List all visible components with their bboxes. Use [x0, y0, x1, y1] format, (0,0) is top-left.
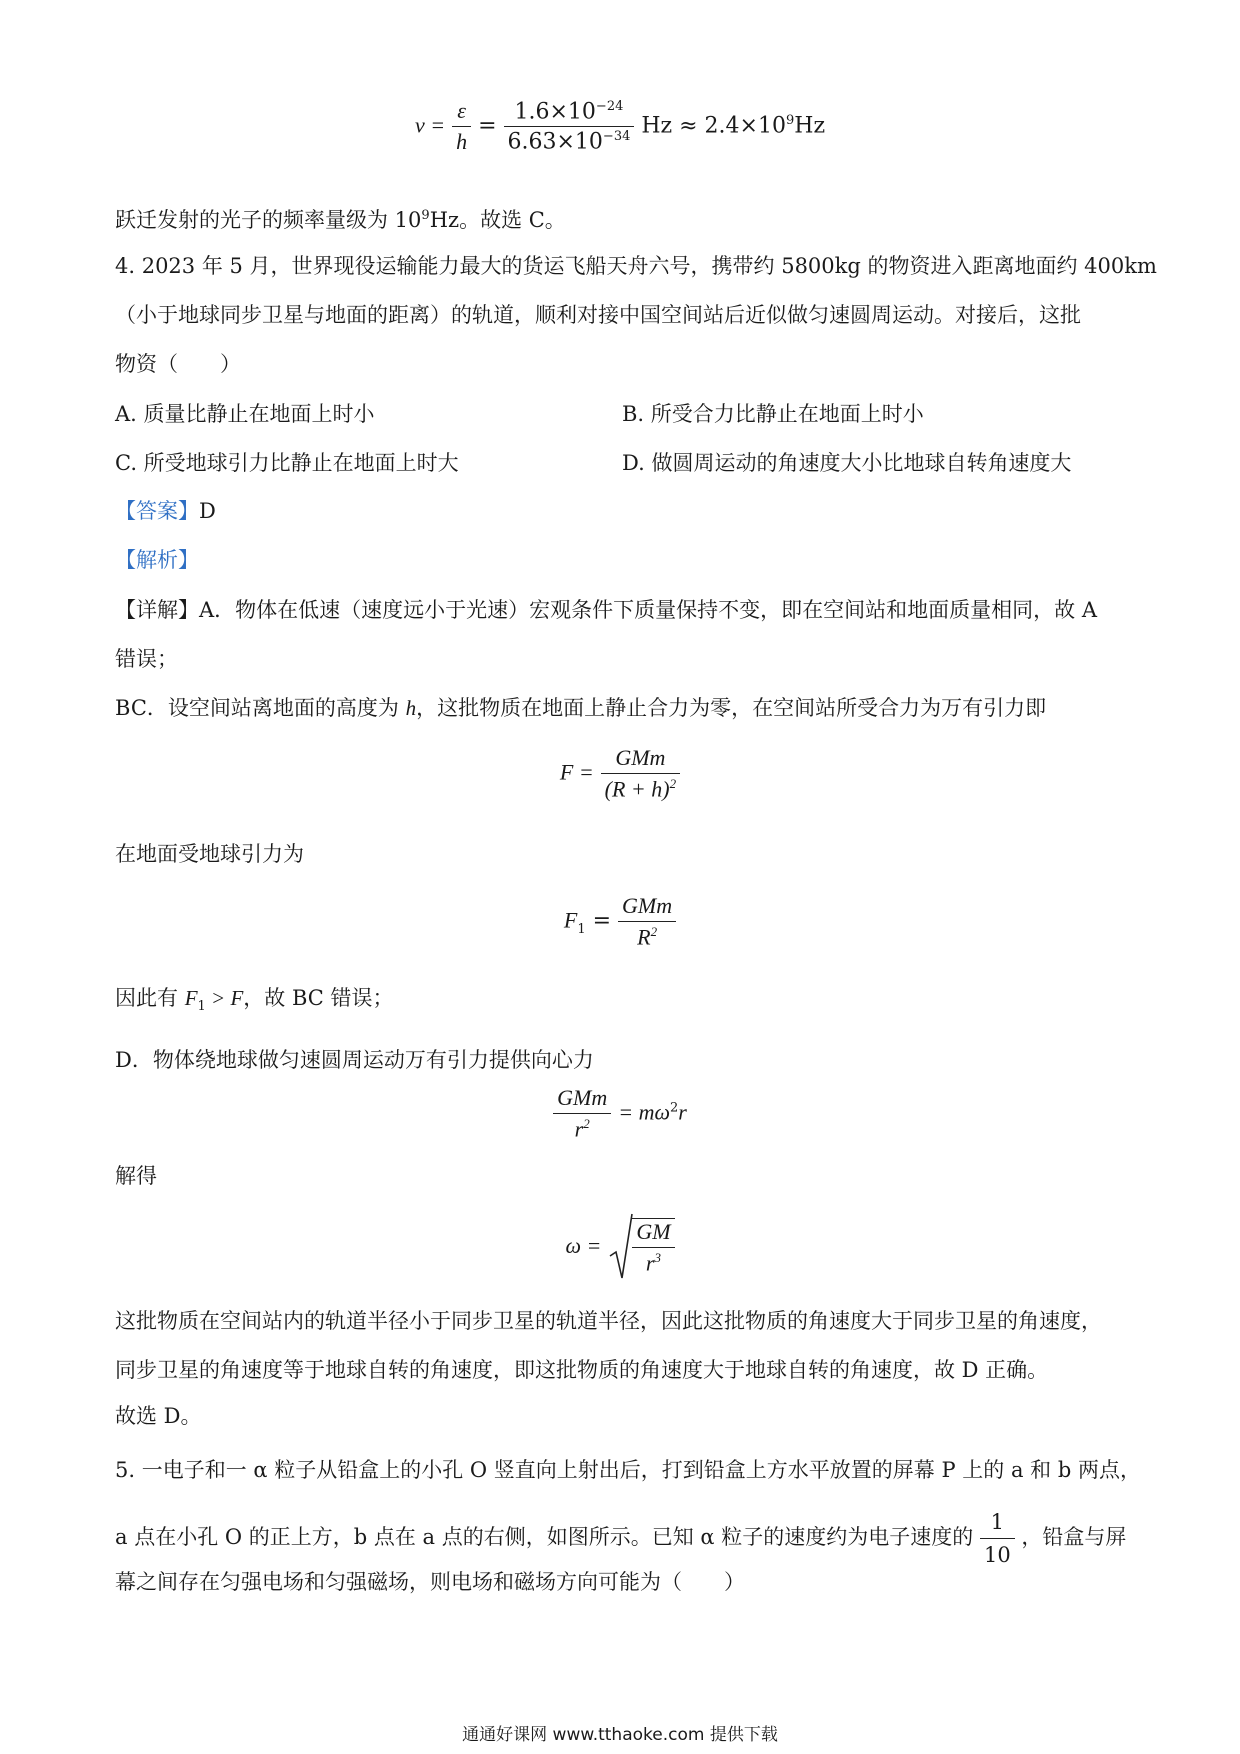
- option-b: B. 所受合力比静止在地面上时小: [622, 402, 924, 426]
- answer-tag: 【答案】: [115, 499, 199, 523]
- detail-bc-line: BC．设空间站离地面的高度为 h，这批物质在地面上静止合力为零，在空间站所受合力为万有引力即: [115, 696, 1047, 720]
- question-4-line-3: 物资（ ）: [115, 352, 241, 376]
- sqrt-symbol: [608, 1212, 634, 1282]
- fraction-one-tenth: $\frac{1}{10}$: [980, 1508, 1015, 1569]
- question-4-line-2: （小于地球同步卫星与地面的距离）的轨道，顺利对接中国空间站后近似做匀速圆周运动。对接后，这批: [115, 303, 1081, 327]
- question-5-line-3: 幕之间存在匀强电场和匀强磁场，则电场和磁场方向可能为（ ）: [115, 1570, 745, 1594]
- equation-omega: ω = $\frac{GM}{r^3}$: [0, 1212, 1240, 1282]
- question-5-line-2: a 点在小孔 O 的正上方，b 点在 a 点的右侧，如图所示。已知 α 粒子的速度约为电子速度的 $\frac{1}{10}$ ，铅盒与屏: [115, 1510, 1127, 1567]
- eq-lhs: ν =: [414, 112, 446, 138]
- answer-value: D: [199, 499, 216, 523]
- question-4-line-1: 4. 2023 年 5 月，世界现役运输能力最大的货运飞船天舟六号，携带约 5800kg 的物资进入距离地面约 400km: [115, 254, 1157, 278]
- equation-centripetal: $\frac{\text{GMm}}{r^2}$ = $m\omega^2r$: [0, 1085, 1240, 1142]
- detail-a-line-1: 【详解】A．物体在低速（速度远小于光速）宏观条件下质量保持不变，即在空间站和地面质量相同，故 A: [115, 598, 1098, 622]
- detail-a-line-2: 错误；: [115, 647, 178, 671]
- choose-d: 故选 D。: [115, 1404, 202, 1428]
- equation-f1: $F_1$ = $\frac{\text{GMm}}{R^2}$: [0, 893, 1240, 950]
- equation-frequency: ν = $\frac{\varepsilon}{h}$ = $\frac{1.6\times 10^{-24}}{6.63\times 10^{-34}}$ $Hz \approx 2.4\times 10^9Hz$: [414, 98, 826, 155]
- answer-line: [115, 497, 216, 525]
- paragraph-thus: 因此有 $F_1 > F$，故 BC 错误；: [115, 986, 394, 1015]
- fraction-eps-h: $\frac{\varepsilon}{h}$: [452, 98, 471, 155]
- question-5-line-1: 5. 一电子和一 α 粒子从铅盒上的小孔 O 竖直向上射出后，打到铅盒上方水平放置的屏幕 P 上的 a 和 b 两点，: [115, 1458, 1141, 1482]
- footer-watermark: 通通好课网 www.tthaoke.com 提供下载: [462, 1725, 778, 1745]
- paragraph-ground-gravity: 在地面受地球引力为: [115, 842, 304, 866]
- paragraph-d: D．物体绕地球做匀速圆周运动万有引力提供向心力: [115, 1048, 594, 1072]
- option-d: D. 做圆周运动的角速度大小比地球自转角速度大: [622, 451, 1072, 475]
- equation-f: F = $\frac{\text{GMm}}{(R + h)^2}$: [0, 745, 1240, 802]
- option-c: C. 所受地球引力比静止在地面上时大: [115, 451, 459, 475]
- conclusion-line-1: 这批物质在空间站内的轨道半径小于同步卫星的轨道半径，因此这批物质的角速度大于同步卫星的角速度，: [115, 1309, 1102, 1333]
- fraction-values: $\frac{1.6\times 10^{-24}}{6.63\times 10^{-34}}$: [504, 99, 635, 155]
- conclusion-line-2: 同步卫星的角速度等于地球自转的角速度，即这批物质的角速度大于地球自转的角速度，故 D 正确。: [115, 1358, 1049, 1382]
- paragraph-frequency: 跃迁发射的光子的频率量级为 $10^9Hz$。故选 C。: [115, 208, 566, 232]
- analysis-tag: 【解析】: [115, 548, 199, 572]
- option-a: A. 质量比静止在地面上时小: [115, 402, 375, 426]
- paragraph-solve: 解得: [115, 1164, 157, 1188]
